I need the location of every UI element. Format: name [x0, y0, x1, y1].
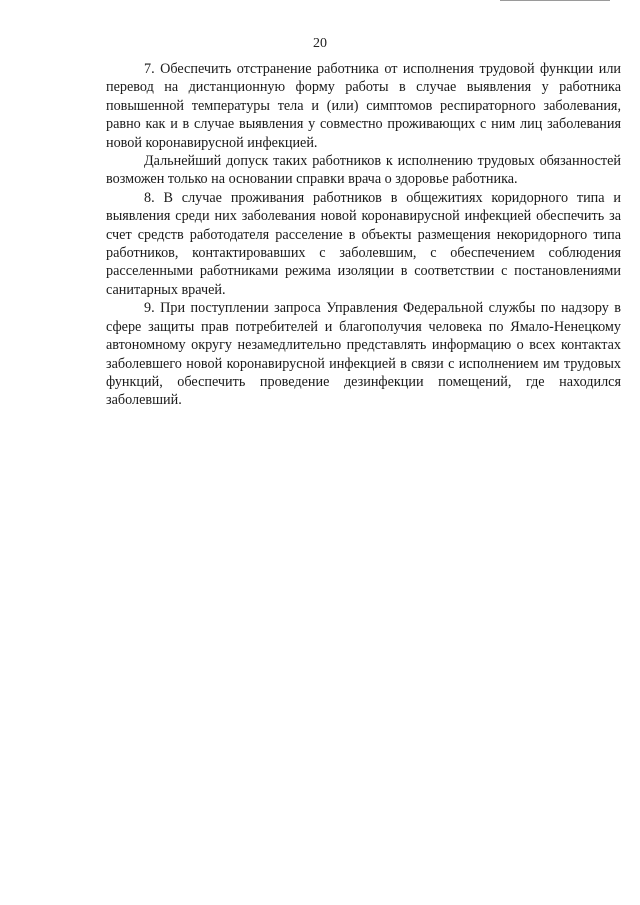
paragraph-7-continuation: Дальнейший допуск таких работников к исполнению трудовых обязанностей возможен только на основании справки врача о здоровье работника. [106, 153, 621, 188]
paragraph-9: 9. При поступлении запроса Управления Федеральной службы по надзору в сфере защиты прав потребителей и благополучия человека по Ямало-Ненецкому автономному округу незамедлительно представлять информацию о всех контактах заболевшего новой коронавирусной инфекцией в связи с исполнением им трудовых функций, обеспечить проведение дезинфекции помещений, где находился заболевший. [106, 300, 621, 409]
page-number: 20 [313, 36, 327, 51]
document-body [106, 60, 621, 410]
top-edge-rule [500, 0, 610, 1]
paragraph-8: 8. В случае проживания работников в общежитиях коридорного типа и выявления среди них заболевания новой коронавирусной инфекцией обеспечить за счет средств работодателя расселение в объекты размещения некоридорного типа работников, контактировавших с заболевшим, с обеспечением соблюдения расселенными работниками режима изоляции в соответствии с постановлениями санитарных врачей. [106, 189, 621, 298]
paragraph-7: 7. Обеспечить отстранение работника от исполнения трудовой функции или перевод на дистанционную форму работы в случае выявления у работника повышенной температуры тела и (или) симптомов респираторного заболевания, равно как и в случае выявления у совместно проживающих с ним лиц заболевания новой коронавирусной инфекцией. [106, 61, 621, 151]
